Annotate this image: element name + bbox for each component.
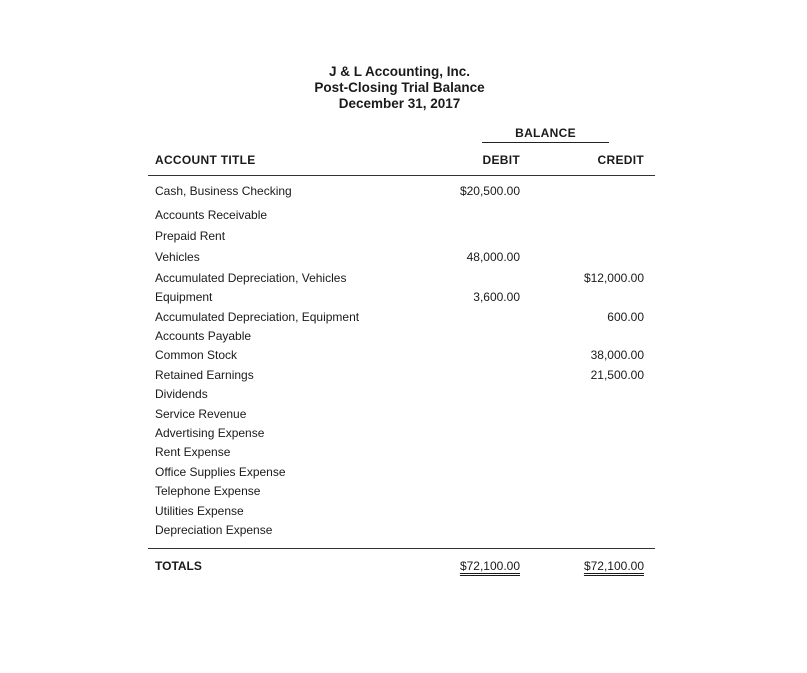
table-row (0, 348, 807, 364)
credit-value: 21,500.00 (590, 368, 644, 382)
table-row (0, 290, 807, 306)
table-row (0, 407, 807, 423)
account-name: Common Stock (155, 348, 238, 362)
table-row (0, 465, 807, 481)
account-name: Prepaid Rent (155, 229, 226, 243)
table-row (0, 504, 807, 520)
table-row (0, 484, 807, 500)
report-header (0, 64, 807, 112)
table-row (0, 387, 807, 403)
totals-row (0, 559, 807, 575)
table-row (0, 523, 807, 539)
account-name: Rent Expense (155, 445, 231, 459)
account-title-header: ACCOUNT TITLE (155, 153, 256, 167)
account-name: Service Revenue (155, 407, 247, 421)
credit-value: 38,000.00 (590, 348, 644, 362)
table-row (0, 208, 807, 224)
account-name: Retained Earnings (155, 368, 254, 382)
account-name: Telephone Expense (155, 484, 261, 498)
table-row (0, 368, 807, 384)
table-row (0, 426, 807, 442)
debit-value: 48,000.00 (466, 250, 520, 264)
account-name: Equipment (155, 290, 213, 304)
account-name: Cash, Business Checking (155, 184, 292, 198)
report-title: Post-Closing Trial Balance (314, 80, 485, 95)
table-row (0, 250, 807, 266)
total-debit: $72,100.00 (459, 559, 520, 573)
account-name: Office Supplies Expense (155, 465, 286, 479)
table-row (0, 329, 807, 345)
table-row (0, 229, 807, 245)
report-date: December 31, 2017 (338, 96, 461, 111)
totals-divider (148, 548, 655, 549)
table-row (0, 184, 807, 200)
account-name: Utilities Expense (155, 504, 244, 518)
table-row (0, 310, 807, 326)
total-credit: $72,100.00 (583, 559, 644, 573)
table-row (0, 445, 807, 461)
debit-header: DEBIT (482, 153, 520, 167)
company-name: J & L Accounting, Inc. (328, 64, 470, 79)
account-name: Accumulated Depreciation, Equipment (155, 310, 360, 324)
account-name: Depreciation Expense (155, 523, 273, 537)
debit-value: 3,600.00 (473, 290, 520, 304)
account-name: Accounts Receivable (155, 208, 268, 222)
account-name: Dividends (155, 387, 208, 401)
credit-value: 600.00 (607, 310, 644, 324)
header-divider (148, 175, 655, 176)
balance-rule (482, 142, 609, 143)
account-name: Accumulated Depreciation, Vehicles (155, 271, 347, 285)
debit-value: $20,500.00 (459, 184, 520, 198)
account-name: Accounts Payable (155, 329, 252, 343)
account-name: Vehicles (155, 250, 200, 264)
account-name: Advertising Expense (155, 426, 265, 440)
balance-group-header: BALANCE (515, 126, 576, 140)
table-row (0, 271, 807, 287)
credit-header: CREDIT (597, 153, 644, 167)
totals-label: TOTALS (155, 559, 202, 573)
credit-value: $12,000.00 (583, 271, 644, 285)
